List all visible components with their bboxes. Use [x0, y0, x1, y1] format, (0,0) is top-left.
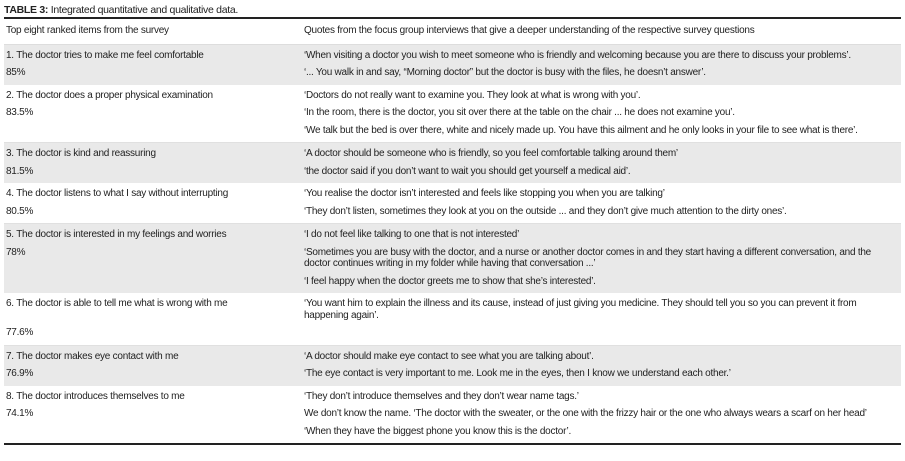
header-survey-items: Top eight ranked items from the survey [4, 18, 302, 44]
table-row [4, 224, 901, 294]
empty-cell [4, 122, 302, 143]
survey-item: 4. The doctor listens to what I say without interrupting [6, 188, 229, 199]
sub-row [4, 365, 901, 386]
empty-cell [302, 324, 901, 345]
table-row [4, 183, 901, 224]
quote: ‘Sometimes you are busy with the doctor, and a nurse or another doctor comes in and they start having a different conversation, and the doctor continues writing in my folder while having that conversation ...’ [304, 246, 871, 269]
quote: ‘We talk but the bed is over there, white and nicely made up. You have this ailment and he only looks in your file to see what is there’. [304, 124, 858, 136]
header-quotes: Quotes from the focus group interviews that give a deeper understanding of the respective survey questions [302, 18, 901, 44]
survey-percentage: 81.5% [6, 165, 34, 177]
table-caption [4, 3, 901, 17]
quote: ‘When they have the biggest phone you know this is the doctor’. [304, 425, 572, 437]
empty-cell [4, 273, 302, 294]
table-row [4, 345, 901, 386]
quote: ‘You realise the doctor isn’t interested and feels like stopping you when you are talking’ [304, 188, 665, 199]
quote: ‘I do not feel like talking to one that is not interested’ [304, 229, 520, 240]
sub-row [4, 423, 901, 445]
table-row [4, 44, 901, 85]
survey-percentage: 76.9% [6, 368, 34, 379]
survey-item: 8. The doctor introduces themselves to me [6, 390, 185, 402]
caption-text: Integrated quantitative and qualitative data. [48, 4, 239, 16]
sub-row [4, 44, 901, 64]
sub-row [4, 64, 901, 85]
survey-percentage: 74.1% [6, 408, 34, 419]
survey-item: 2. The doctor does a proper physical examination [6, 89, 213, 101]
sub-row [4, 122, 901, 143]
sub-row [4, 405, 901, 423]
sub-row [4, 345, 901, 365]
header-row [4, 18, 901, 44]
table-row [4, 85, 901, 143]
survey-item: 6. The doctor is able to tell me what is wrong with me [6, 298, 228, 309]
quote: ‘In the room, there is the doctor, you sit over there at the table on the chair ... he does not examine you’. [304, 107, 735, 118]
quote: ‘You want him to explain the illness and its cause, instead of just giving you medicine. They should tell you so you can prevent it from happening again’. [304, 298, 857, 321]
quote: ‘... You walk in and say, “Morning doctor” but the doctor is busy with the files, he doesn’t answer’. [304, 67, 706, 78]
quote: ‘They don’t introduce themselves and they don’t wear name tags.’ [304, 390, 579, 402]
quote: ‘Doctors do not really want to examine you. They look at what is wrong with you’. [304, 89, 641, 101]
table-row [4, 386, 901, 445]
survey-percentage: 83.5% [6, 107, 34, 118]
survey-percentage: 85% [6, 67, 26, 78]
quote: ‘the doctor said if you don’t want to wait you should get yourself a medical aid’. [304, 165, 631, 177]
sub-row [4, 293, 901, 324]
survey-percentage: 80.5% [6, 205, 34, 217]
sub-row [4, 183, 901, 203]
sub-row [4, 224, 901, 244]
sub-row [4, 85, 901, 105]
caption-label: TABLE 3: [4, 4, 49, 16]
survey-percentage: 77.6% [6, 327, 34, 338]
quote: We don’t know the name. ‘The doctor with the sweater, or the one with the frizzy hair or the one who always wears a scarf on her head’ [304, 408, 867, 419]
survey-item: 1. The doctor tries to make me feel comfortable [6, 49, 204, 61]
quote: ‘The eye contact is very important to me. Look me in the eyes, then I know we understand each other.’ [304, 368, 731, 379]
empty-cell [4, 423, 302, 445]
quote: ‘A doctor should be someone who is friendly, so you feel comfortable talking around them’ [304, 148, 678, 159]
quote: ‘I feel happy when the doctor greets me to show that she’s interested’. [304, 275, 596, 287]
sub-row [4, 324, 901, 345]
survey-item: 3. The doctor is kind and reassuring [6, 148, 156, 159]
sub-row [4, 163, 901, 184]
sub-row [4, 203, 901, 224]
sub-row [4, 386, 901, 406]
sub-row [4, 104, 901, 122]
quote: ‘When visiting a doctor you wish to meet someone who is friendly and welcoming because you are there to discuss your problems’. [304, 49, 851, 61]
table-row [4, 293, 901, 345]
data-table [4, 17, 901, 445]
survey-percentage: 78% [6, 246, 26, 258]
sub-row [4, 273, 901, 294]
quote: ‘They don’t listen, sometimes they look at you on the outside ... and they don’t give much attention to the dirty ones’. [304, 205, 787, 217]
survey-item: 5. The doctor is interested in my feelings and worries [6, 229, 227, 240]
sub-row [4, 143, 901, 163]
table-row [4, 143, 901, 184]
survey-item: 7. The doctor makes eye contact with me [6, 350, 179, 362]
quote: ‘A doctor should make eye contact to see what you are talking about’. [304, 350, 594, 362]
sub-row [4, 244, 901, 273]
